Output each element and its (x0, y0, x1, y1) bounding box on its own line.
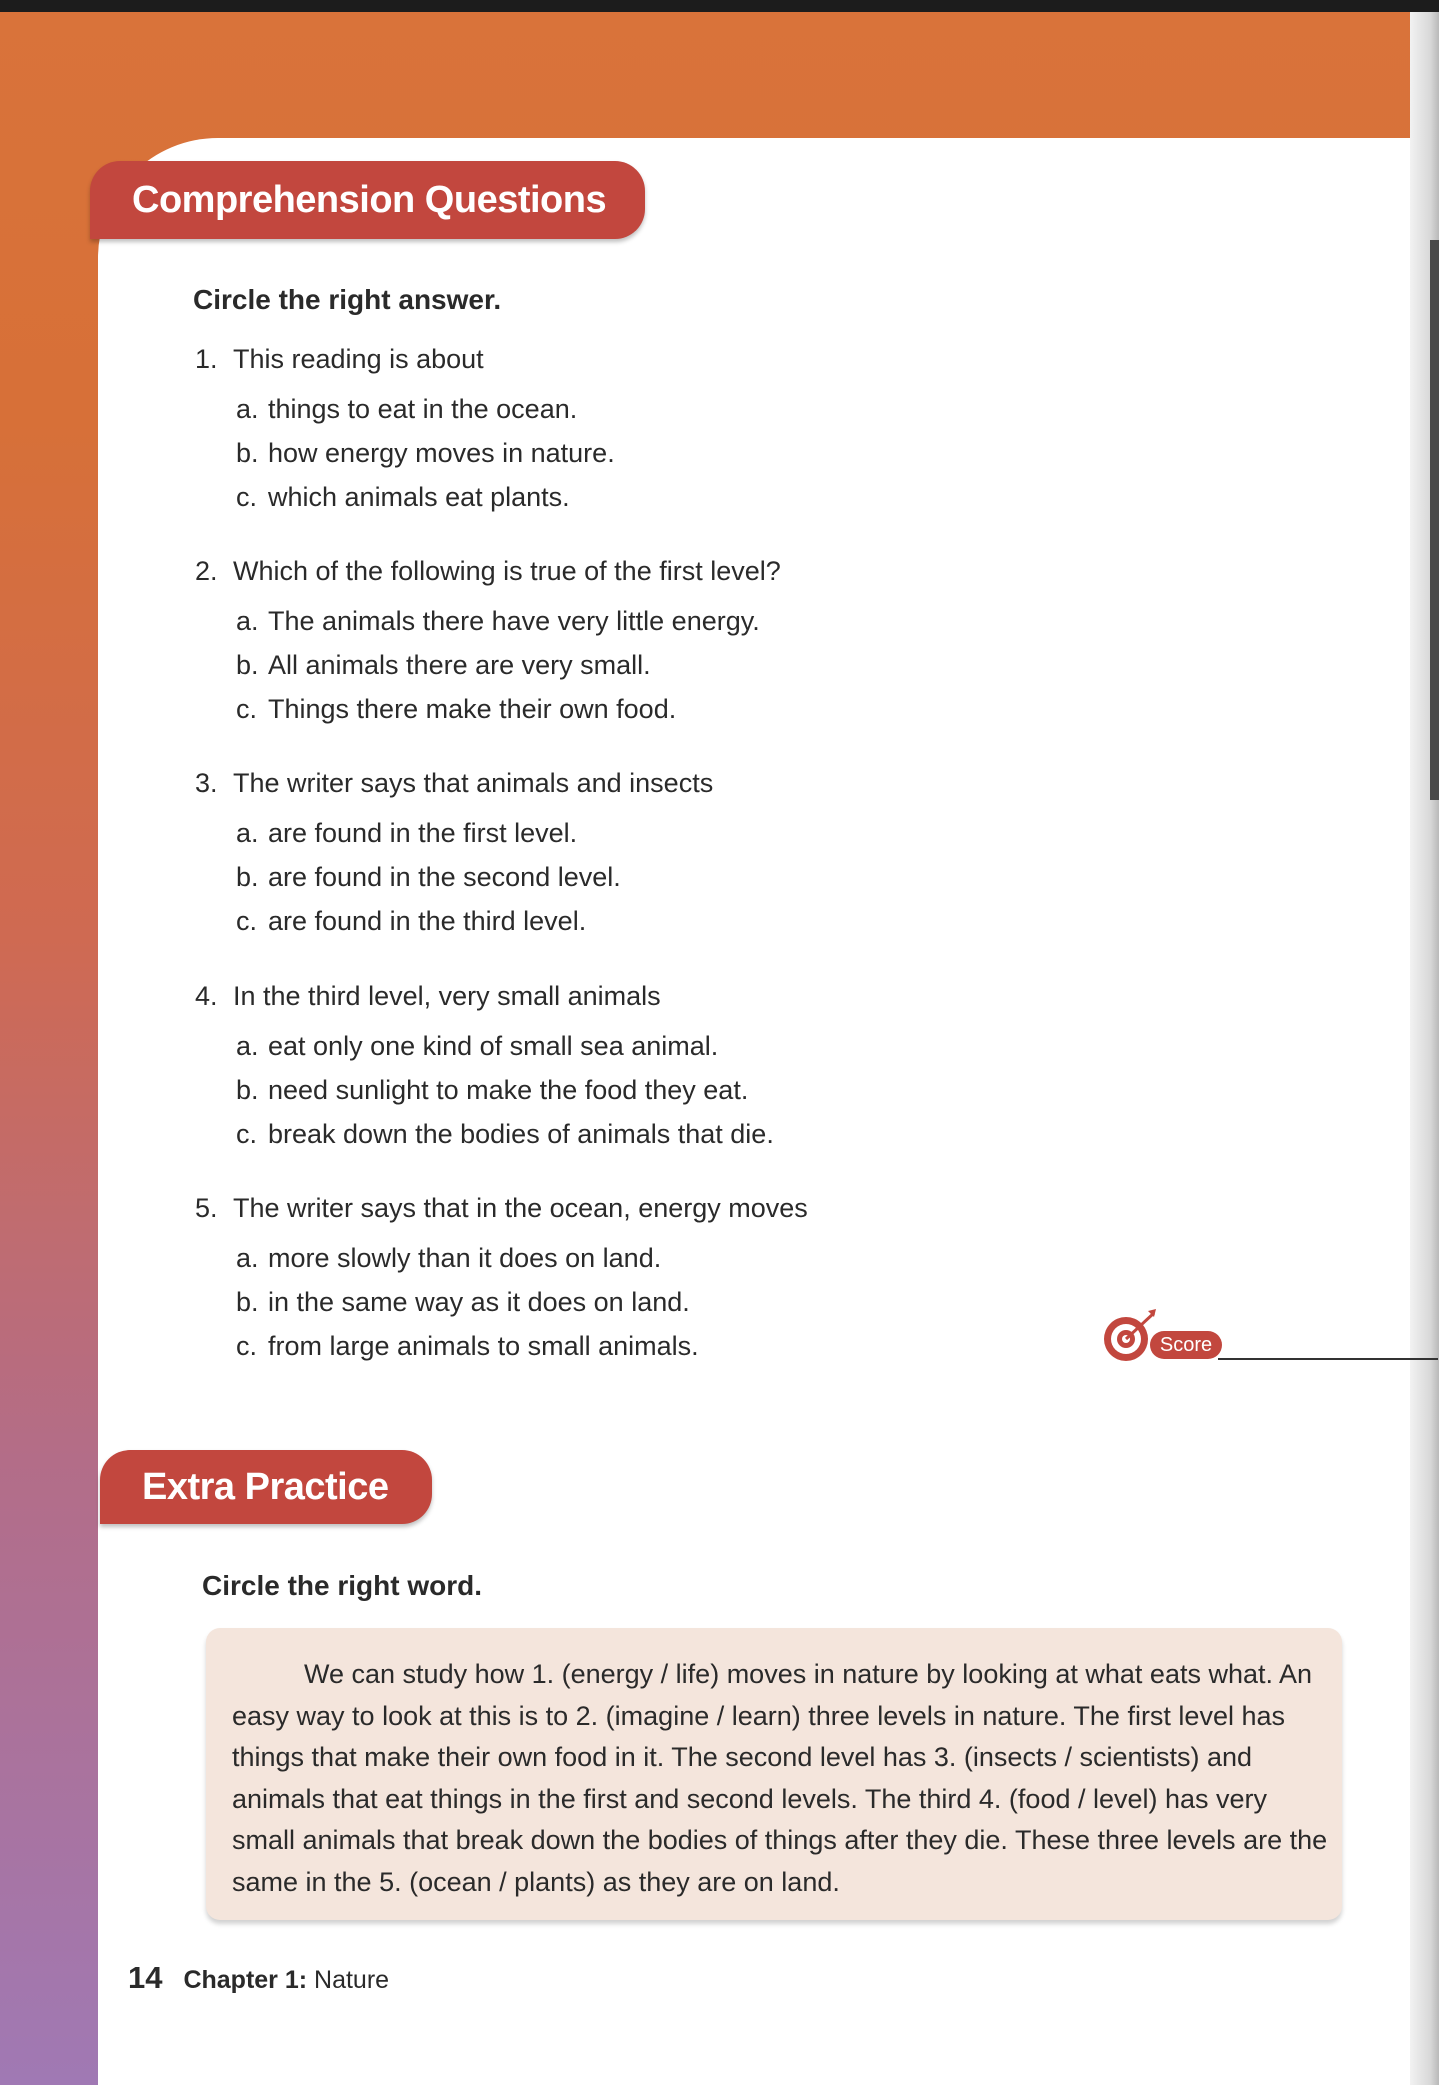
question-number: 1. (195, 344, 218, 374)
option-letter: c. (236, 906, 258, 936)
question-text: The writer says that in the ocean, energy moves (233, 1193, 808, 1223)
comprehension-banner: Comprehension Questions (90, 161, 645, 239)
question-text: The writer says that animals and insects (233, 768, 714, 798)
option-text: more slowly than it does on land. (268, 1243, 662, 1273)
question-2 (195, 556, 781, 587)
option-text: The animals there have very little energy. (268, 606, 760, 636)
question-text: In the third level, very small animals (233, 981, 661, 1011)
option-text: break down the bodies of animals that die. (268, 1119, 774, 1149)
target-icon (1100, 1305, 1160, 1365)
answer-option[interactable] (236, 862, 621, 893)
score-label: Score (1150, 1331, 1222, 1359)
score-blank-line (1218, 1358, 1438, 1360)
top-edge (0, 0, 1439, 12)
panel-top-curve (720, 140, 1420, 280)
answer-option[interactable] (236, 1031, 718, 1062)
answer-option[interactable] (236, 1287, 690, 1318)
option-letter: b. (236, 862, 259, 892)
answer-option[interactable] (236, 482, 570, 513)
chapter-label: Chapter 1: (183, 1966, 308, 1994)
question-4 (195, 981, 661, 1012)
question-text: This reading is about (233, 344, 484, 374)
score-area (1100, 1305, 1340, 1365)
option-letter: b. (236, 1075, 259, 1105)
answer-option[interactable] (236, 1119, 774, 1150)
chapter-name: Nature (314, 1966, 390, 1994)
answer-option[interactable] (236, 394, 577, 425)
answer-option[interactable] (236, 1243, 661, 1274)
option-letter: a. (236, 1031, 259, 1061)
answer-option[interactable] (236, 606, 760, 637)
question-number: 3. (195, 768, 218, 798)
option-text: are found in the third level. (268, 906, 587, 936)
option-text: which animals eat plants. (268, 482, 570, 512)
option-letter: b. (236, 438, 259, 468)
question-number: 4. (195, 981, 218, 1011)
passage-text: We can study how 1. (energy / life) moves in nature by looking at what eats what. An easy way to look at this is to 2. (imagine / learn) three levels in nature. The first level has things that make their own food in it. The second level has 3. (insects / scientists) and animals that eat things in the first and second levels. The third 4. (food / level) has very small animals that break down the bodies of things after they die. These three levels are the same in the 5. (ocean / plants) as they are on land. (232, 1659, 1328, 1897)
answer-option[interactable] (236, 1331, 699, 1362)
page-edge-shadow (1430, 240, 1439, 800)
option-letter: b. (236, 1287, 259, 1317)
option-letter: a. (236, 818, 259, 848)
option-text: eat only one kind of small sea animal. (268, 1031, 719, 1061)
option-letter: c. (236, 694, 258, 724)
question-text: Which of the following is true of the first level? (233, 556, 781, 586)
page-number: 14 (128, 1960, 163, 1995)
page-footer (128, 1960, 389, 1996)
option-text: All animals there are very small. (268, 650, 651, 680)
question-5 (195, 1193, 808, 1224)
option-text: things to eat in the ocean. (268, 394, 578, 424)
question-1 (195, 344, 484, 375)
extra-instruction: Circle the right word. (202, 1570, 483, 1601)
option-text: how energy moves in nature. (268, 438, 615, 468)
option-text: are found in the first level. (268, 818, 578, 848)
option-text: need sunlight to make the food they eat. (268, 1075, 749, 1105)
comprehension-instruction: Circle the right answer. (193, 284, 502, 315)
option-text: Things there make their own food. (268, 694, 677, 724)
option-letter: b. (236, 650, 259, 680)
option-text: are found in the second level. (268, 862, 621, 892)
answer-option[interactable] (236, 906, 586, 937)
answer-option[interactable] (236, 818, 577, 849)
answer-option[interactable] (236, 650, 651, 681)
answer-option[interactable] (236, 694, 676, 725)
option-letter: c. (236, 1331, 258, 1361)
extra-practice-banner: Extra Practice (100, 1450, 432, 1524)
question-3 (195, 768, 713, 799)
answer-option[interactable] (236, 1075, 748, 1106)
option-letter: a. (236, 606, 259, 636)
option-text: in the same way as it does on land. (268, 1287, 690, 1317)
option-letter: a. (236, 1243, 259, 1273)
answer-option[interactable] (236, 438, 615, 469)
option-letter: c. (236, 482, 258, 512)
option-letter: a. (236, 394, 259, 424)
question-number: 2. (195, 556, 218, 586)
option-text: from large animals to small animals. (268, 1331, 699, 1361)
question-number: 5. (195, 1193, 218, 1223)
option-letter: c. (236, 1119, 258, 1149)
